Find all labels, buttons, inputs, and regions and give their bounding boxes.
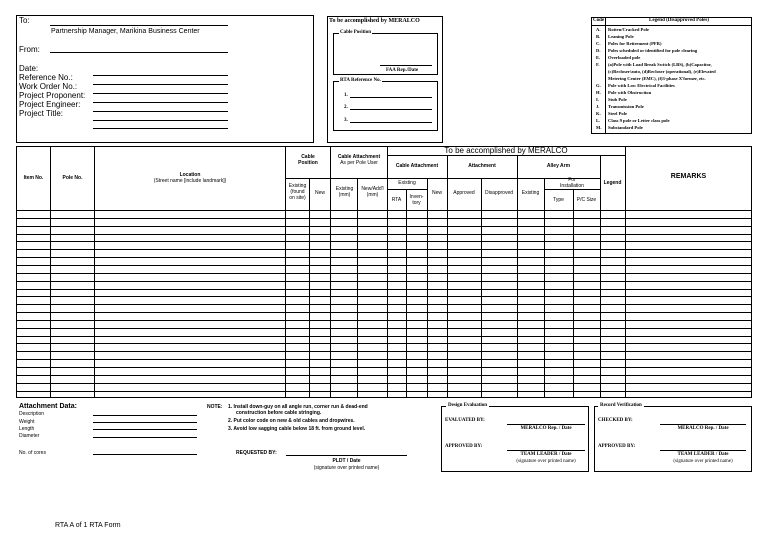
design-approved-by-label: APPROVED BY: [445,444,483,449]
item-no-header: Item No. [23,175,44,181]
date-label: Date: [19,64,39,73]
meralco-table-header: To be accomplished by MERALCO [444,146,568,155]
existing-sub2: on site) [289,195,306,201]
existing-mm-label: Existing [335,186,354,192]
checked-meralco-rep: MERALCO Rep. / Date [677,426,729,431]
legend-code: L. [596,118,601,123]
table-row [16,304,752,305]
legend-code: A. [596,27,601,32]
legend-code: K. [596,111,601,116]
table-row [16,383,752,384]
record-approved-line [660,450,746,451]
legend-row [591,83,752,90]
rta-line-2 [350,109,432,110]
legend-code: C. [596,41,601,46]
cable-attachment-header: Cable Attachment [395,163,439,169]
legend-text: Pole with Obstruction [608,90,652,95]
approved-header: Approved [453,190,475,196]
table-vline [357,178,358,398]
table-vline [427,178,428,398]
location-sub: (Street name [include landmark]) [153,178,227,184]
table-row [16,336,752,337]
rta-ref-3: 3. [344,118,348,123]
legend-code-header: Code [593,18,605,23]
table-row [16,249,752,250]
design-eval-title: Design Evaluation [448,403,488,408]
for-install-header [544,177,600,189]
legend-row [591,90,752,97]
evaluated-meralco-rep: MERALCO Rep. / Date [520,426,572,431]
legend-row [591,111,752,118]
title-line-1 [93,111,228,112]
pc-size-header: P/C Size [576,197,597,203]
table-vline [600,155,601,398]
legend-text: Steel Pole [608,111,628,116]
table-row [16,257,752,258]
pole-no-header: Pole No. [62,175,83,181]
table-row [16,273,752,274]
legend-header-line [591,25,752,26]
title-line-3 [93,128,228,129]
alley-arm-header: Alley Arm [546,163,571,169]
legend-text: Transmission Pole [608,104,644,109]
legend-text: Overloaded pole [608,55,641,60]
description-label: Description [19,411,45,417]
legend-text: Leaning Pole [608,34,634,39]
legend-row [591,104,752,111]
table-row [16,289,752,290]
disapproved-header: Disapproved [484,190,514,196]
rta-line-3 [350,122,432,123]
legend-text: Pole with Low Electrical Facilities [608,83,675,88]
to-label: To: [19,16,30,25]
project-title-label: Project Title: [19,109,64,118]
existing-sub1: (found [290,189,305,195]
new-header: New [314,190,325,196]
table-vline [625,146,626,398]
cable-position-header2: Position [298,160,318,166]
engineer-line [93,102,228,103]
legend-row [591,41,752,48]
table-row [16,265,752,266]
evaluated-by-label: EVALUATED BY: [445,418,485,423]
design-signature: (signature over printed name) [516,459,576,464]
requested-signature: (signature over printed name) [313,465,380,471]
engineer-label: Project Engineer: [19,100,81,109]
weight-label: Weight [19,419,35,425]
table-hline [387,189,427,190]
legend-code: M. [596,125,602,130]
attachment-data-title: Attachment Data: [19,403,77,410]
reference-label: Reference No.: [19,73,73,82]
proponent-label: Project Proponent: [19,91,86,100]
legend-text: Poles scheduled or identified for pole clearing [608,48,698,53]
legend-text: Class 9 pole or Letter class pole [608,118,670,123]
new2-header: New [431,190,442,196]
table-row [16,391,752,392]
legend-row [591,118,752,125]
rta-ref-2: 2. [344,105,348,110]
from-label: From: [19,45,40,54]
diameter-label: Diameter [19,433,40,439]
requested-by-label: REQUESTED BY: [236,450,277,456]
to-value: Partnership Manager, Marikina Business Center [51,28,200,35]
note-1b: construction before cable stringing. [236,410,322,416]
faa-line [380,65,432,66]
no-cores-line [93,454,197,455]
table-vline [544,178,545,398]
table-hline [544,189,600,190]
table-vline [50,146,51,398]
checked-by-label: CHECKED BY: [598,418,633,423]
from-line [50,52,228,53]
type-header: Type [553,197,564,203]
record-verif-title: Record Verification [600,403,642,408]
length-label: Length [19,426,35,432]
cable-attach-user-header: Cable Attachment [337,154,381,160]
legend-text: Substandard Pole [608,125,643,130]
existing-label: Existing [288,183,307,189]
existing-found-header [286,183,309,201]
note-1a: 1. Install down-guy on all angle run, corner run & dead-end [228,404,368,410]
record-team-leader: TEAM LEADER / Date [677,452,729,457]
inventory-label: Inven- [409,194,424,200]
table-header-bottom [16,210,752,211]
weight-line [93,422,197,423]
existing-mm-header [331,186,358,198]
legend-text: Rotten/Cracked Pole [608,27,649,32]
inventory-label2: tory [412,200,421,206]
existing-mm-sub: (mm) [338,192,351,198]
legend-code: H. [596,90,601,95]
legend-code: D. [596,48,601,53]
new-add-label: New/Add'l [361,186,384,192]
legend-text: Stub Pole [608,97,627,102]
rta-line-1 [350,97,432,98]
legend-code: E. [596,55,601,60]
work-order-line [93,84,228,85]
existing2-header: Existing [398,180,416,186]
proponent-line [93,93,228,94]
legend-text: (a)Pole with Load Break Switch (LBS), (b)Capacitor, [608,62,712,67]
location-header: Location [179,172,201,178]
inventory-header [406,194,427,206]
legend-text: (c)Recloser/auto, (d)Recloser (operational), (e)Elevated [608,69,716,74]
reference-line [93,75,228,76]
rta-ref-label: RTA Reference No. [340,78,381,83]
legend-row [591,97,752,104]
for-install-label: For [568,177,576,183]
footer-text: RTA A of 1 RTA Form [55,522,121,529]
table-row [16,351,752,352]
legend-code: I. [596,97,599,102]
existing3-header: Existing [521,190,540,196]
no-cores-label: No. of cores [19,450,46,456]
legend-col-header: Legend [603,180,622,186]
design-approved-line [507,450,585,451]
table-hline [285,178,387,179]
legend-code: J. [596,104,600,109]
record-approved-by-label: APPROVED BY: [598,444,636,449]
table-vline [481,178,482,398]
table-row [16,359,752,360]
table-row [16,343,752,344]
new-add-header [358,186,387,198]
rta-header: RTA [391,197,402,203]
rta-ref-box [333,81,438,131]
cable-position-header: Cable [301,154,315,160]
legend-row [591,48,752,55]
faa-rep-label: FAA Rep./Date [386,68,419,73]
legend-row [591,55,752,62]
note-2: 2. Put color code on new & old cables and dropwires. [228,418,355,424]
evaluated-line [507,424,585,425]
to-line [50,25,228,26]
meralco-box-title: To be accomplished by MERALCO [329,18,420,24]
table-row [16,320,752,321]
legend-code: G. [596,83,601,88]
checked-line [660,424,746,425]
table-row [16,328,752,329]
legend-header: Legend (Disapproved Poles) [649,18,709,23]
pldt-date-label: PLDT / Date [332,458,361,464]
table-row [16,375,752,376]
note-label: NOTE: [207,404,223,410]
requested-by-line [286,455,407,456]
table-row [16,367,752,368]
table-row [16,218,752,219]
table-row [16,226,752,227]
legend-text: Poles for Retirement (PFR) [608,41,662,46]
title-line-2 [93,120,228,121]
cable-position-label: Cable Position [340,30,371,35]
remarks-header: REMARKS [670,173,707,180]
legend-row [591,125,752,132]
description-line [93,415,197,416]
legend-row [591,27,752,34]
table-vline [309,178,310,398]
legend-code: F. [596,62,600,67]
for-install-label2: Installation [560,183,584,189]
legend-text: Metering Center (EMC), (f)3-phase X'former, etc. [608,76,706,81]
table-row [16,234,752,235]
rta-ref-1: 1. [344,93,348,98]
length-line [93,429,197,430]
diameter-line [93,437,197,438]
cable-attach-user-sub: As per Pole User [340,160,378,166]
table-row [16,312,752,313]
table-row [16,296,752,297]
note-3: 3. Avoid low sagging cable below 18 ft. from ground level. [228,426,366,432]
table-vline [330,146,331,398]
legend-row [591,62,752,69]
legend-code: B. [596,34,601,39]
legend-row [591,69,752,76]
table-row [16,281,752,282]
new-add-sub: (mm) [366,192,379,198]
work-order-label: Work Order No.: [19,82,78,91]
legend-row [591,34,752,41]
attachment-header: Attachment [468,163,496,169]
design-team-leader: TEAM LEADER / Date [520,452,572,457]
table-hline [387,155,625,156]
record-signature: (signature over printed name) [673,459,733,464]
legend-row [591,76,752,83]
table-row [16,241,752,242]
